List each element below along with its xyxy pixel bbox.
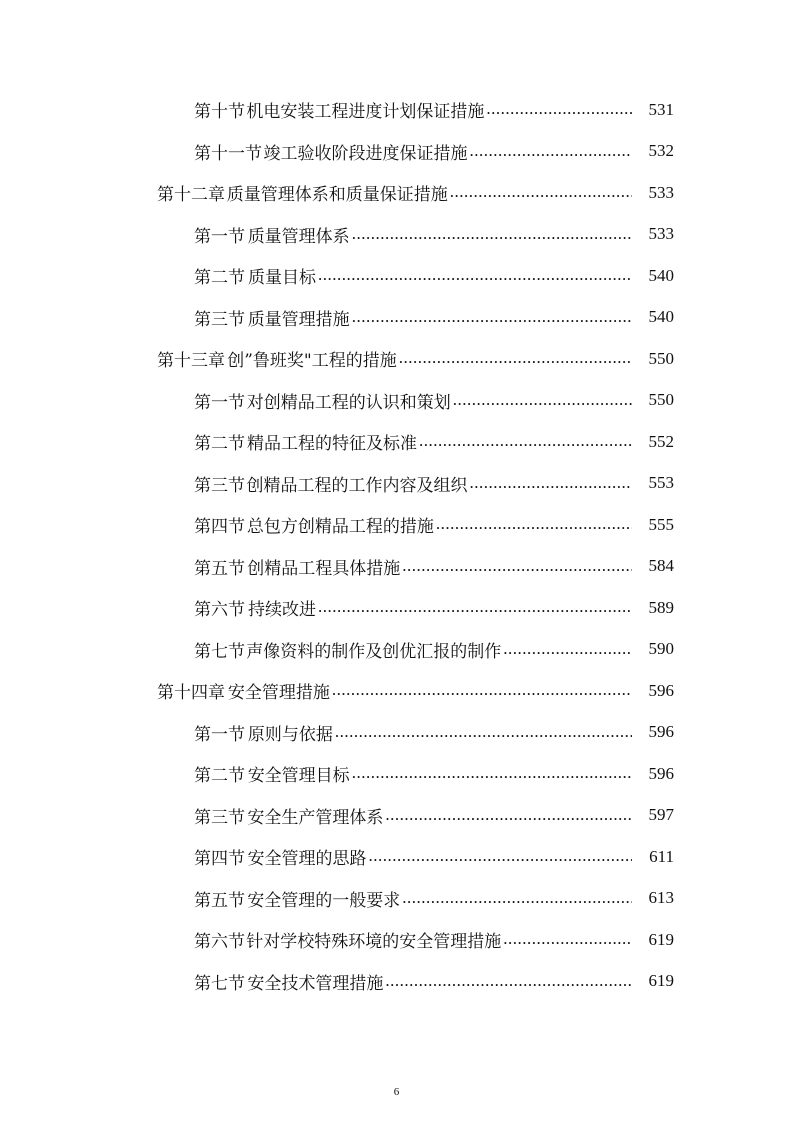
toc-page-number: 589 [648,597,674,617]
dot-leader [318,598,632,617]
page-footer-number: 6 [393,1086,400,1098]
toc-entry[interactable] [0,961,793,1003]
toc-title: 对创精品工程的认识和策划 [246,392,451,413]
toc-title: 质量管理措施 [247,309,350,330]
toc-label: 第一节 [194,724,245,745]
dot-leader [436,515,632,534]
toc-label: 第三节 [194,807,245,828]
toc-page-number: 550 [648,348,674,368]
toc-label: 第十三章 [157,351,225,372]
toc-label: 第二节 [194,268,245,289]
toc-entry[interactable] [0,380,793,422]
toc-label: 第七节 [194,973,245,994]
toc-title: 总包方创精品工程的措施 [246,517,434,538]
toc-title: 质量管理体系和质量保证措施 [226,185,448,206]
toc-entry[interactable] [0,172,793,214]
toc-page-number: 596 [648,722,674,742]
toc-page-number: 613 [648,888,674,908]
toc-entry[interactable] [0,836,793,878]
toc-entry[interactable] [0,131,793,173]
toc-title: 机电安装工程进度计划保证措施 [246,102,485,123]
toc-page-number: 533 [648,182,674,202]
dot-leader [352,764,632,783]
toc-page-number: 532 [648,141,674,161]
dot-leader [318,266,632,285]
toc-entry[interactable] [0,795,793,837]
toc-page-number: 584 [648,556,674,576]
toc-label: 第一节 [194,392,245,413]
dot-leader [335,723,632,742]
toc-label: 第三节 [194,475,245,496]
toc-title: 安全管理措施 [227,683,330,704]
toc-label: 第五节 [194,890,245,911]
toc-label: 第十一节 [194,143,262,164]
dot-leader [385,972,632,991]
dot-leader [352,225,632,244]
toc-title: 创”鲁班奖"工程的措施 [227,351,397,372]
dot-leader [470,474,632,493]
toc-entry[interactable] [0,89,793,131]
toc-title: 质量目标 [248,268,316,289]
toc-label: 第四节 [194,849,245,870]
toc-entry[interactable] [0,878,793,920]
toc-title: 安全技术管理措施 [247,973,384,994]
toc-entry[interactable] [0,255,793,297]
dot-leader [399,349,632,368]
toc-page-number: 550 [648,390,674,410]
toc-page-number: 597 [648,805,674,825]
toc-label: 第三节 [194,309,245,330]
toc-title: 安全管理目标 [247,766,350,787]
dot-leader [352,308,632,327]
toc-entry[interactable] [0,504,793,546]
toc-label: 第六节 [194,600,245,621]
toc-page-number: 552 [648,431,674,451]
toc-label: 第二节 [194,766,245,787]
toc-title: 创精品工程的工作内容及组织 [246,475,468,496]
toc-page-number: 533 [648,224,674,244]
toc-entry[interactable] [0,712,793,754]
toc-title: 持续改进 [248,600,316,621]
dot-leader [486,100,632,119]
toc-title: 针对学校特殊环境的安全管理措施 [246,932,502,953]
toc-title: 声像资料的制作及创优汇报的制作 [246,641,502,662]
toc-page-number: 611 [649,846,674,866]
toc-entry[interactable] [0,297,793,339]
toc-page-number: 596 [648,763,674,783]
dot-leader [419,432,632,451]
toc-title: 原则与依据 [247,724,333,745]
toc-page-number: 619 [648,971,674,991]
toc-entry[interactable] [0,919,793,961]
toc-page-number: 540 [648,265,674,285]
toc-page-number: 540 [648,307,674,327]
toc-title: 质量管理体系 [247,226,350,247]
dot-leader [503,640,632,659]
toc-page-number: 531 [648,99,674,119]
dot-leader [453,391,632,410]
toc-entry[interactable] [0,463,793,505]
toc-page-number: 590 [648,639,674,659]
table-of-contents [0,89,793,1002]
dot-leader [450,183,632,202]
toc-entry[interactable] [0,753,793,795]
toc-entry[interactable] [0,587,793,629]
toc-label: 第十四章 [157,683,225,704]
toc-page-number: 619 [648,929,674,949]
dot-leader [503,930,632,949]
toc-title: 竣工验收阶段进度保证措施 [263,143,468,164]
dot-leader [402,557,632,576]
toc-title: 精品工程的特征及标准 [247,434,418,455]
toc-entry[interactable] [0,546,793,588]
toc-title: 安全管理的思路 [247,849,367,870]
toc-label: 第十二章 [157,185,225,206]
toc-page-number: 596 [648,680,674,700]
dot-leader [332,681,632,700]
toc-entry[interactable] [0,338,793,380]
toc-entry[interactable] [0,670,793,712]
toc-title: 安全管理的一般要求 [247,890,401,911]
toc-label: 第六节 [194,932,245,953]
dot-leader [385,806,632,825]
toc-title: 安全生产管理体系 [247,807,384,828]
toc-page-number: 553 [648,473,674,493]
toc-entry[interactable] [0,214,793,256]
toc-page-number: 555 [648,514,674,534]
dot-leader [470,142,632,161]
toc-entry[interactable] [0,421,793,463]
dot-leader [402,889,632,908]
toc-title: 创精品工程具体措施 [247,558,401,579]
toc-label: 第一节 [194,226,245,247]
toc-label: 第五节 [194,558,245,579]
toc-label: 第七节 [194,641,245,662]
dot-leader [369,847,632,866]
toc-entry[interactable] [0,629,793,671]
toc-label: 第二节 [194,434,245,455]
toc-label: 第四节 [194,517,245,538]
toc-label: 第十节 [194,102,245,123]
